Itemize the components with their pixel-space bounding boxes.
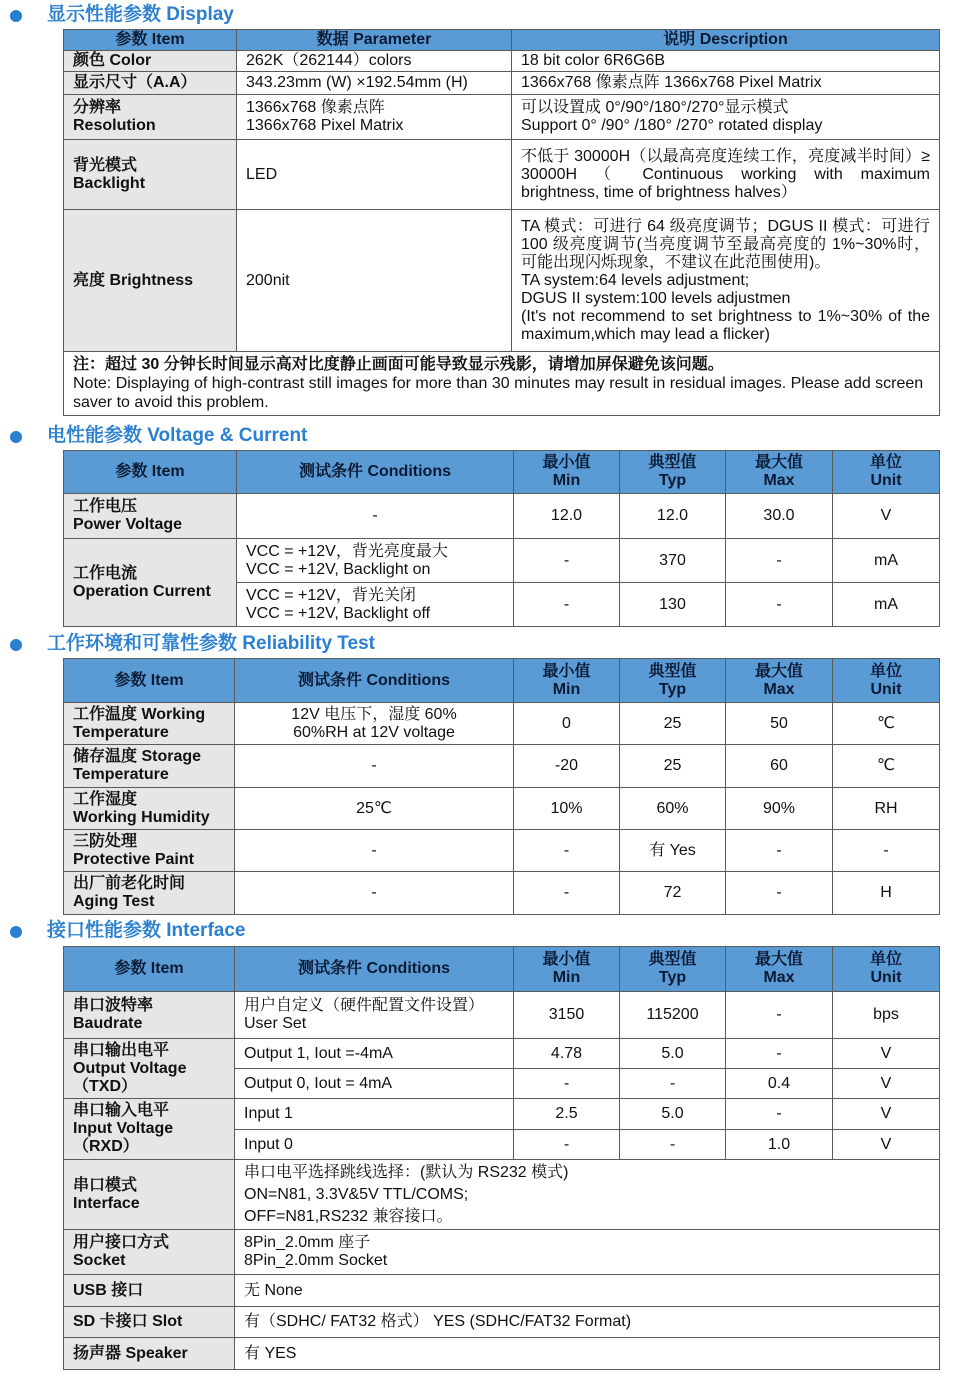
header-item: 参数 Item (64, 451, 237, 494)
row-typ: 12.0 (620, 494, 726, 539)
header-item: 参数 Item (64, 659, 235, 703)
row-unit: V (833, 1069, 940, 1099)
row-min: 0 (514, 703, 620, 745)
table-row (64, 1099, 940, 1130)
note-text-cn: 注：超过 30 分钟长时间显示高对比度静止画面可能导致显示残影，请增加屏保避免该问题。 (73, 356, 724, 373)
row-unit: ℃ (833, 703, 940, 745)
row-label: 背光模式 Backlight (64, 140, 237, 210)
row-label: 串口输入电平 Input Voltage （RXD） (64, 1099, 235, 1160)
header-typ: 典型值 Typ (620, 947, 726, 992)
row-typ: 有 Yes (620, 830, 726, 872)
row-conditions: - (235, 830, 514, 872)
table-row (64, 1338, 940, 1370)
reliability-table (63, 658, 940, 915)
table-row (64, 745, 940, 788)
table-row (64, 788, 940, 830)
header-unit: 单位 Unit (833, 451, 940, 494)
row-label: 用户接口方式 Socket (64, 1230, 235, 1275)
row-max: 60 (726, 745, 833, 788)
row-min: - (514, 830, 620, 872)
row-description: 18 bit color 6R6G6B (512, 51, 940, 72)
row-typ: - (620, 1069, 726, 1099)
row-typ: 25 (620, 703, 726, 745)
row-conditions: 12V 电压下，湿度 60% 60%RH at 12V voltage (235, 703, 514, 745)
row-unit: - (833, 830, 940, 872)
header-unit: 单位 Unit (833, 659, 940, 703)
table-row (64, 1275, 940, 1307)
row-max: - (726, 1099, 833, 1130)
row-label: 工作电流 Operation Current (64, 539, 237, 627)
row-max: 1.0 (726, 1130, 833, 1160)
row-label: 分辨率 Resolution (64, 95, 237, 140)
row-min: -20 (514, 745, 620, 788)
row-unit: V (833, 1099, 940, 1130)
row-unit: V (833, 494, 940, 539)
section-display-header (0, 3, 960, 27)
row-conditions: Input 1 (235, 1099, 514, 1130)
row-description: TA 模式：可进行 64 级亮度调节；DGUS II 模式：可进行 100 级亮度调节(当亮度调节至最高亮度的 1%~30%时，可能出现闪烁现象，不建议在此范围使用)。 TA system:64 levels adjustment; DGUS II system:100 levels adjustmen (It's not recommend to set brightness to 1%~30% of the maximum,which may lead a flicker) (512, 210, 940, 352)
section-title: 工作环境和可靠性参数 Reliability Test (47, 633, 375, 654)
row-typ: 130 (620, 583, 726, 627)
row-max: 30.0 (726, 494, 833, 539)
interface-table (63, 946, 940, 1370)
row-min: - (514, 583, 620, 627)
table-row (64, 872, 940, 915)
table-row (64, 1039, 940, 1069)
row-conditions: Output 1, Iout =-4mA (235, 1039, 514, 1069)
table-row (64, 992, 940, 1039)
row-unit: RH (833, 788, 940, 830)
row-label: 工作湿度 Working Humidity (64, 788, 235, 830)
row-min: - (514, 1069, 620, 1099)
table-row (64, 1230, 940, 1275)
row-max: - (726, 830, 833, 872)
header-item: 参数 Item (64, 30, 237, 51)
row-typ: 5.0 (620, 1039, 726, 1069)
row-conditions: 25℃ (235, 788, 514, 830)
row-unit: ℃ (833, 745, 940, 788)
row-max: - (726, 872, 833, 915)
row-value: 串口电平选择跳线选择：(默认为 RS232 模式) ON=N81, 3.3V&5V TTL/COMS; OFF=N81,RS232 兼容接口。 (235, 1160, 940, 1230)
table-row (64, 539, 940, 583)
table-row (64, 830, 940, 872)
table-row (64, 1307, 940, 1338)
row-unit: mA (833, 539, 940, 583)
row-max: 50 (726, 703, 833, 745)
row-value: 有 YES (235, 1338, 940, 1370)
row-label: SD 卡接口 Slot (64, 1307, 235, 1338)
table-row (64, 72, 940, 95)
row-parameter: 262K（262144）colors (237, 51, 512, 72)
row-conditions: VCC = +12V，背光关闭 VCC = +12V, Backlight off (237, 583, 514, 627)
header-item: 参数 Item (64, 947, 235, 992)
note-cell (64, 352, 940, 416)
row-conditions: Input 0 (235, 1130, 514, 1160)
row-min: - (514, 872, 620, 915)
row-label: 显示尺寸（A.A） (64, 72, 237, 95)
row-label: 储存温度 Storage Temperature (64, 745, 235, 788)
row-description: 可以设置成 0°/90°/180°/270°显示模式 Support 0° /90° /180° /270° rotated display (512, 95, 940, 140)
bullet-icon (10, 639, 22, 651)
row-label: 亮度 Brightness (64, 210, 237, 352)
row-value: 无 None (235, 1275, 940, 1307)
table-row (64, 140, 940, 210)
row-max: 0.4 (726, 1069, 833, 1099)
row-typ: 25 (620, 745, 726, 788)
row-typ: 72 (620, 872, 726, 915)
row-parameter: 200nit (237, 210, 512, 352)
row-parameter: LED (237, 140, 512, 210)
table-header-row (64, 451, 940, 494)
row-conditions: 用户自定义（硬件配置文件设置） User Set (235, 992, 514, 1039)
section-interface-header (0, 919, 960, 943)
header-min: 最小值 Min (514, 659, 620, 703)
section-title: 接口性能参数 Interface (47, 920, 246, 941)
bullet-icon (10, 926, 22, 938)
bullet-icon (10, 10, 22, 22)
header-unit: 单位 Unit (833, 947, 940, 992)
header-typ: 典型值 Typ (620, 659, 726, 703)
voltage-table (63, 450, 940, 627)
note-text-en: Note: Displaying of high-contrast still images for more than 30 minutes may result in residual images. Please add screen saver to avoid this problem. (73, 375, 924, 411)
row-conditions: VCC = +12V，背光亮度最大 VCC = +12V, Backlight on (237, 539, 514, 583)
row-label: 三防处理 Protective Paint (64, 830, 235, 872)
row-unit: H (833, 872, 940, 915)
row-typ: 5.0 (620, 1099, 726, 1130)
row-min: 12.0 (514, 494, 620, 539)
section-reliability-header (0, 632, 960, 656)
section-title: 显示性能参数 Display (47, 4, 234, 25)
row-max: - (726, 1039, 833, 1069)
row-max: - (726, 539, 833, 583)
row-label: 颜色 Color (64, 51, 237, 72)
row-max: 90% (726, 788, 833, 830)
table-row (64, 1160, 940, 1230)
row-conditions: Output 0, Iout = 4mA (235, 1069, 514, 1099)
row-typ: 370 (620, 539, 726, 583)
row-value: 有（SDHC/ FAT32 格式） YES (SDHC/FAT32 Format) (235, 1307, 940, 1338)
row-label: 出厂前老化时间 Aging Test (64, 872, 235, 915)
table-row (64, 51, 940, 72)
row-label: 扬声器 Speaker (64, 1338, 235, 1370)
section-voltage-header (0, 424, 960, 448)
header-max: 最大值 Max (726, 947, 833, 992)
row-typ: 60% (620, 788, 726, 830)
row-label: 串口波特率 Baudrate (64, 992, 235, 1039)
row-parameter: 343.23mm (W) ×192.54mm (H) (237, 72, 512, 95)
row-description: 不低于 30000H（以最高亮度连续工作，亮度减半时间）≥ 30000H （ Continuous working with maximum brightness, time of brightness halves） (512, 140, 940, 210)
header-description: 说明 Description (512, 30, 940, 51)
header-conditions: 测试条件 Conditions (235, 947, 514, 992)
row-unit: V (833, 1130, 940, 1160)
table-row (64, 210, 940, 352)
header-max: 最大值 Max (726, 451, 833, 494)
table-row (64, 703, 940, 745)
row-label: 串口输出电平 Output Voltage （TXD） (64, 1039, 235, 1099)
section-title: 电性能参数 Voltage & Current (47, 425, 308, 446)
table-header-row (64, 947, 940, 992)
row-typ: 115200 (620, 992, 726, 1039)
row-unit: mA (833, 583, 940, 627)
row-min: 10% (514, 788, 620, 830)
row-label: USB 接口 (64, 1275, 235, 1307)
row-unit: V (833, 1039, 940, 1069)
row-max: - (726, 992, 833, 1039)
row-label: 串口模式 Interface (64, 1160, 235, 1230)
row-min: 2.5 (514, 1099, 620, 1130)
row-label: 工作温度 Working Temperature (64, 703, 235, 745)
row-parameter: 1366x768 像素点阵 1366x768 Pixel Matrix (237, 95, 512, 140)
row-description: 1366x768 像素点阵 1366x768 Pixel Matrix (512, 72, 940, 95)
header-min: 最小值 Min (514, 451, 620, 494)
header-conditions: 测试条件 Conditions (237, 451, 514, 494)
note-row (64, 352, 940, 416)
row-min: 4.78 (514, 1039, 620, 1069)
row-typ: - (620, 1130, 726, 1160)
row-min: 3150 (514, 992, 620, 1039)
table-header-row (64, 30, 940, 51)
row-conditions: - (235, 745, 514, 788)
display-table (63, 29, 940, 416)
row-min: - (514, 1130, 620, 1160)
header-parameter: 数据 Parameter (237, 30, 512, 51)
row-label: 工作电压 Power Voltage (64, 494, 237, 539)
row-value: 8Pin_2.0mm 座子 8Pin_2.0mm Socket (235, 1230, 940, 1275)
header-min: 最小值 Min (514, 947, 620, 992)
row-min: - (514, 539, 620, 583)
row-conditions: - (237, 494, 514, 539)
table-row (64, 95, 940, 140)
table-row (64, 494, 940, 539)
table-header-row (64, 659, 940, 703)
row-max: - (726, 583, 833, 627)
header-typ: 典型值 Typ (620, 451, 726, 494)
header-conditions: 测试条件 Conditions (235, 659, 514, 703)
row-unit: bps (833, 992, 940, 1039)
header-max: 最大值 Max (726, 659, 833, 703)
row-conditions: - (235, 872, 514, 915)
bullet-icon (10, 431, 22, 443)
